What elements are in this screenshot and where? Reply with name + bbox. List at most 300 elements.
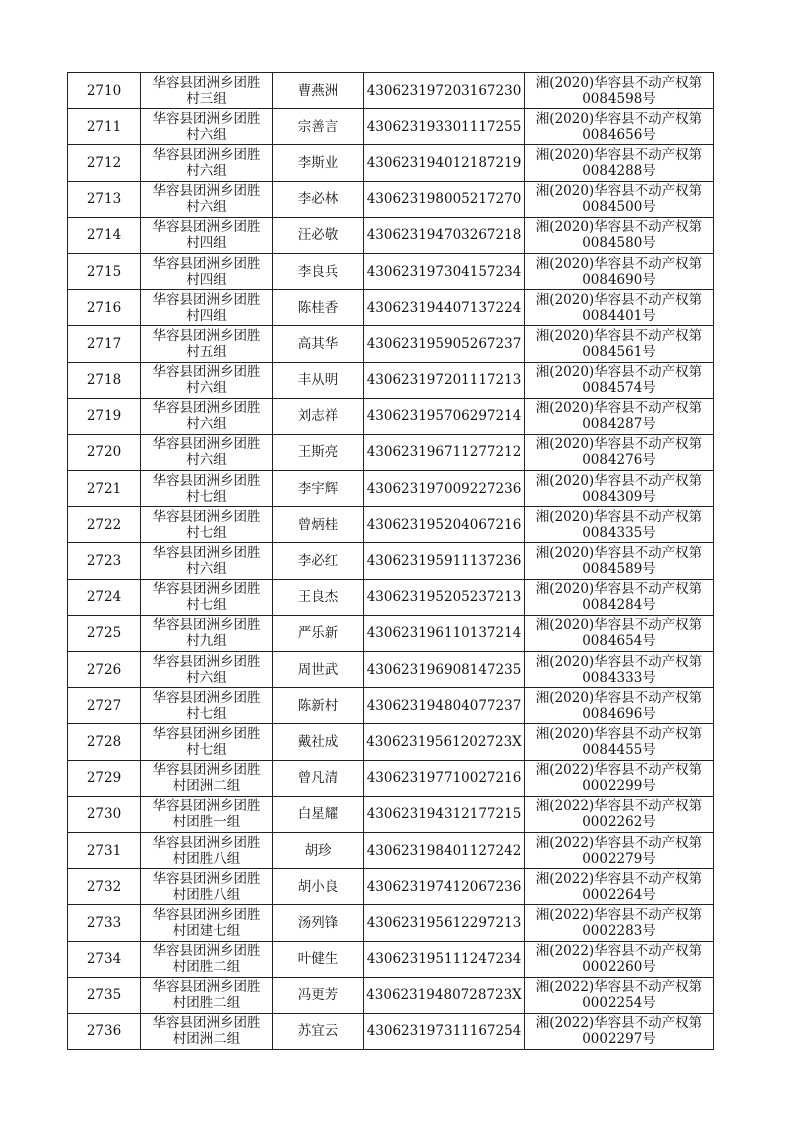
id-number: 430623196110137214: [366, 625, 522, 642]
address-cell: [141, 760, 273, 796]
certificate-cell: [525, 507, 714, 543]
table-row: [68, 579, 714, 615]
id-number-cell: [364, 109, 525, 145]
row-number: 2710: [86, 82, 122, 99]
row-number: 2721: [86, 480, 122, 497]
row-number-cell: [68, 290, 141, 326]
id-number-cell: [364, 760, 525, 796]
row-number: 2712: [86, 154, 122, 171]
address-line-1: 华容县团洲乡团胜: [152, 255, 261, 272]
row-number-cell: [68, 507, 141, 543]
id-number: 430623198401127242: [366, 842, 522, 859]
certificate-line-1: 湘(2020)华容县不动产权第: [535, 617, 703, 634]
owner-name: 冯更芳: [297, 987, 339, 1004]
owner-name-cell: [273, 652, 364, 688]
certificate-cell: [525, 760, 714, 796]
address-cell: [141, 832, 273, 868]
certificate-line-1: 湘(2022)华容县不动产权第: [535, 943, 703, 960]
id-number: 430623194312177215: [366, 806, 522, 823]
address-line-1: 华容县团洲乡团胜: [152, 834, 261, 851]
address-cell: [141, 290, 273, 326]
owner-name: 陈桂香: [297, 299, 339, 316]
certificate-line-1: 湘(2020)华容县不动产权第: [535, 581, 703, 598]
address-line-1: 华容县团洲乡团胜: [152, 943, 261, 960]
row-number-cell: [68, 652, 141, 688]
owner-name: 苏宜云: [297, 1023, 339, 1040]
id-number-cell: [364, 471, 525, 507]
certificate-line-2: 0002262号: [582, 814, 656, 831]
certificate-cell: [525, 579, 714, 615]
owner-name-cell: [273, 398, 364, 434]
id-number: 430623194012187219: [366, 154, 522, 171]
id-number-cell: [364, 398, 525, 434]
id-number: 430623197710027216: [366, 770, 522, 787]
certificate-line-1: 湘(2022)华容县不动产权第: [535, 1015, 703, 1032]
owner-name: 叶健生: [297, 951, 339, 968]
id-number: 430623195111247234: [366, 951, 522, 968]
address-line-1: 华容县团洲乡团胜: [152, 74, 261, 91]
id-number: 430623198005217270: [366, 191, 522, 208]
row-number: 2722: [86, 516, 122, 533]
certificate-line-2: 0002254号: [582, 995, 656, 1012]
address-cell: [141, 253, 273, 289]
address-line-2: 村六组: [186, 452, 227, 469]
address-line-2: 村六组: [186, 380, 227, 397]
row-number: 2731: [86, 842, 122, 859]
row-number: 2727: [86, 697, 122, 714]
owner-name-cell: [273, 1013, 364, 1049]
table-row: [68, 1013, 714, 1049]
address-cell: [141, 579, 273, 615]
row-number-cell: [68, 543, 141, 579]
certificate-line-1: 湘(2022)华容县不动产权第: [535, 762, 703, 779]
address-cell: [141, 724, 273, 760]
row-number: 2724: [86, 589, 122, 606]
id-number-cell: [364, 362, 525, 398]
address-line-1: 华容县团洲乡团胜: [152, 581, 261, 598]
certificate-cell: [525, 724, 714, 760]
address-line-1: 华容县团洲乡团胜: [152, 906, 261, 923]
row-number: 2720: [86, 444, 122, 461]
table-row: [68, 905, 714, 941]
row-number: 2718: [86, 372, 122, 389]
certificate-line-2: 0084589号: [582, 561, 656, 578]
id-number-cell: [364, 507, 525, 543]
owner-name-cell: [273, 941, 364, 977]
row-number-cell: [68, 796, 141, 832]
certificate-cell: [525, 869, 714, 905]
row-number: 2719: [86, 408, 122, 425]
certificate-line-2: 0084401号: [582, 307, 656, 324]
owner-name-cell: [273, 73, 364, 109]
id-number: 430623196711277212: [366, 444, 522, 461]
address-cell: [141, 326, 273, 362]
certificate-line-2: 0002299号: [582, 778, 656, 795]
table-row: [68, 398, 714, 434]
owner-name-cell: [273, 615, 364, 651]
row-number: 2713: [86, 191, 122, 208]
certificate-cell: [525, 652, 714, 688]
id-number-cell: [364, 905, 525, 941]
owner-name: 胡小良: [297, 878, 339, 895]
owner-name-cell: [273, 145, 364, 181]
row-number-cell: [68, 941, 141, 977]
row-number-cell: [68, 688, 141, 724]
address-line-1: 华容县团洲乡团胜: [152, 291, 261, 308]
address-line-1: 华容县团洲乡团胜: [152, 1015, 261, 1032]
id-number: 430623195706297214: [366, 408, 522, 425]
table-row: [68, 543, 714, 579]
registry-table-body: [68, 73, 714, 1050]
table-row: [68, 326, 714, 362]
certificate-line-1: 湘(2022)华容县不动产权第: [535, 834, 703, 851]
id-number: 430623196908147235: [366, 661, 522, 678]
address-cell: [141, 145, 273, 181]
address-line-2: 村四组: [186, 271, 227, 288]
owner-name: 李必红: [297, 553, 339, 570]
certificate-line-2: 0084690号: [582, 271, 656, 288]
id-number-cell: [364, 579, 525, 615]
address-line-2: 村七组: [186, 597, 227, 614]
certificate-cell: [525, 543, 714, 579]
address-line-1: 华容县团洲乡团胜: [152, 725, 261, 742]
certificate-line-2: 0084287号: [582, 416, 656, 433]
owner-name-cell: [273, 724, 364, 760]
row-number: 2715: [86, 263, 122, 280]
certificate-cell: [525, 253, 714, 289]
certificate-line-1: 湘(2020)华容县不动产权第: [535, 545, 703, 562]
address-line-2: 村六组: [186, 199, 227, 216]
certificate-cell: [525, 941, 714, 977]
owner-name: 汤列锋: [297, 914, 339, 931]
owner-name-cell: [273, 471, 364, 507]
id-number: 430623195205237213: [366, 589, 522, 606]
owner-name-cell: [273, 326, 364, 362]
owner-name-cell: [273, 253, 364, 289]
address-line-2: 村团胜二组: [172, 995, 241, 1012]
owner-name: 李良兵: [297, 263, 339, 280]
row-number: 2735: [86, 987, 122, 1004]
certificate-cell: [525, 73, 714, 109]
table-row: [68, 362, 714, 398]
row-number-cell: [68, 145, 141, 181]
address-line-1: 华容县团洲乡团胜: [152, 508, 261, 525]
owner-name: 李斯业: [297, 154, 339, 171]
id-number: 430623193301117255: [366, 118, 522, 135]
owner-name-cell: [273, 507, 364, 543]
id-number-cell: [364, 796, 525, 832]
certificate-cell: [525, 290, 714, 326]
row-number: 2723: [86, 553, 122, 570]
owner-name: 李必林: [297, 191, 339, 208]
certificate-line-2: 0084288号: [582, 162, 656, 179]
address-line-2: 村九组: [186, 633, 227, 650]
table-row: [68, 652, 714, 688]
certificate-cell: [525, 217, 714, 253]
certificate-line-2: 0084335号: [582, 524, 656, 541]
certificate-line-2: 0084654号: [582, 633, 656, 650]
row-number-cell: [68, 217, 141, 253]
owner-name-cell: [273, 362, 364, 398]
table-row: [68, 615, 714, 651]
row-number-cell: [68, 905, 141, 941]
certificate-line-1: 湘(2020)华容县不动产权第: [535, 183, 703, 200]
address-line-1: 华容县团洲乡团胜: [152, 400, 261, 417]
certificate-line-1: 湘(2020)华容县不动产权第: [535, 436, 703, 453]
certificate-line-2: 0084284号: [582, 597, 656, 614]
table-row: [68, 977, 714, 1013]
id-number-cell: [364, 145, 525, 181]
address-line-2: 村六组: [186, 162, 227, 179]
certificate-cell: [525, 181, 714, 217]
certificate-line-2: 0084333号: [582, 669, 656, 686]
row-number-cell: [68, 326, 141, 362]
id-number-cell: [364, 1013, 525, 1049]
address-line-2: 村七组: [186, 524, 227, 541]
row-number: 2730: [86, 806, 122, 823]
owner-name: 丰从明: [297, 372, 339, 389]
certificate-cell: [525, 362, 714, 398]
id-number: 430623194804077237: [366, 697, 522, 714]
owner-name: 曾炳桂: [297, 516, 339, 533]
owner-name-cell: [273, 905, 364, 941]
certificate-line-1: 湘(2022)华容县不动产权第: [535, 870, 703, 887]
owner-name: 曾凡清: [297, 770, 339, 787]
certificate-cell: [525, 688, 714, 724]
id-number-cell: [364, 73, 525, 109]
address-line-2: 村团洲二组: [172, 778, 241, 795]
id-number-cell: [364, 253, 525, 289]
address-cell: [141, 941, 273, 977]
certificate-line-1: 湘(2022)华容县不动产权第: [535, 979, 703, 996]
certificate-cell: [525, 398, 714, 434]
table-row: [68, 73, 714, 109]
address-cell: [141, 796, 273, 832]
owner-name: 曹燕洲: [297, 82, 339, 99]
certificate-cell: [525, 796, 714, 832]
id-number-cell: [364, 724, 525, 760]
row-number: 2729: [86, 770, 122, 787]
address-line-2: 村团胜二组: [172, 959, 241, 976]
address-cell: [141, 362, 273, 398]
id-number-cell: [364, 977, 525, 1013]
row-number-cell: [68, 832, 141, 868]
certificate-cell: [525, 326, 714, 362]
address-line-1: 华容县团洲乡团胜: [152, 979, 261, 996]
certificate-line-1: 湘(2020)华容县不动产权第: [535, 255, 703, 272]
certificate-line-2: 0084580号: [582, 235, 656, 252]
table-row: [68, 181, 714, 217]
certificate-line-2: 0002279号: [582, 850, 656, 867]
id-number-cell: [364, 543, 525, 579]
certificate-line-2: 0084656号: [582, 126, 656, 143]
row-number-cell: [68, 253, 141, 289]
row-number-cell: [68, 615, 141, 651]
table-row: [68, 760, 714, 796]
address-line-1: 华容县团洲乡团胜: [152, 183, 261, 200]
owner-name-cell: [273, 977, 364, 1013]
owner-name: 刘志祥: [297, 408, 339, 425]
id-number-cell: [364, 941, 525, 977]
owner-name-cell: [273, 290, 364, 326]
address-line-1: 华容县团洲乡团胜: [152, 653, 261, 670]
address-line-1: 华容县团洲乡团胜: [152, 545, 261, 562]
certificate-cell: [525, 905, 714, 941]
address-line-1: 华容县团洲乡团胜: [152, 146, 261, 163]
table-row: [68, 869, 714, 905]
id-number-cell: [364, 217, 525, 253]
owner-name: 宗善言: [297, 118, 339, 135]
certificate-line-1: 湘(2020)华容县不动产权第: [535, 291, 703, 308]
id-number-cell: [364, 615, 525, 651]
id-number: 430623197203167230: [366, 82, 522, 99]
address-cell: [141, 1013, 273, 1049]
row-number-cell: [68, 579, 141, 615]
address-cell: [141, 434, 273, 470]
address-line-2: 村团胜一组: [172, 814, 241, 831]
certificate-line-2: 0084455号: [582, 741, 656, 758]
id-number: 43062319480728723X: [366, 987, 522, 1004]
row-number-cell: [68, 760, 141, 796]
row-number: 2736: [86, 1023, 122, 1040]
address-line-2: 村团建七组: [172, 922, 241, 939]
id-number: 430623197201117213: [366, 372, 522, 389]
certificate-cell: [525, 145, 714, 181]
address-cell: [141, 181, 273, 217]
owner-name-cell: [273, 434, 364, 470]
certificate-line-1: 湘(2022)华容县不动产权第: [535, 906, 703, 923]
row-number: 2714: [86, 227, 122, 244]
address-cell: [141, 688, 273, 724]
address-line-2: 村三组: [186, 90, 227, 107]
certificate-cell: [525, 977, 714, 1013]
id-number-cell: [364, 181, 525, 217]
certificate-cell: [525, 1013, 714, 1049]
certificate-line-2: 0084276号: [582, 452, 656, 469]
row-number-cell: [68, 724, 141, 760]
certificate-line-1: 湘(2020)华容县不动产权第: [535, 146, 703, 163]
certificate-line-2: 0002260号: [582, 959, 656, 976]
row-number-cell: [68, 109, 141, 145]
id-number-cell: [364, 832, 525, 868]
row-number: 2726: [86, 661, 122, 678]
owner-name: 周世武: [297, 661, 339, 678]
id-number-cell: [364, 290, 525, 326]
row-number-cell: [68, 977, 141, 1013]
certificate-line-1: 湘(2020)华容县不动产权第: [535, 327, 703, 344]
certificate-line-2: 0084561号: [582, 343, 656, 360]
address-line-2: 村团胜八组: [172, 850, 241, 867]
address-line-2: 村四组: [186, 235, 227, 252]
registry-table: [67, 72, 714, 1050]
id-number: 430623195905267237: [366, 335, 522, 352]
table-row: [68, 434, 714, 470]
owner-name-cell: [273, 688, 364, 724]
id-number: 430623194703267218: [366, 227, 522, 244]
owner-name-cell: [273, 796, 364, 832]
table-row: [68, 796, 714, 832]
address-line-2: 村团胜八组: [172, 886, 241, 903]
owner-name-cell: [273, 543, 364, 579]
owner-name-cell: [273, 869, 364, 905]
address-line-2: 村六组: [186, 416, 227, 433]
id-number: 43062319561202723X: [366, 733, 522, 750]
certificate-line-1: 湘(2020)华容县不动产权第: [535, 364, 703, 381]
row-number: 2716: [86, 299, 122, 316]
certificate-line-2: 0084696号: [582, 705, 656, 722]
address-cell: [141, 615, 273, 651]
address-line-2: 村七组: [186, 741, 227, 758]
row-number-cell: [68, 434, 141, 470]
address-cell: [141, 507, 273, 543]
address-line-2: 村五组: [186, 343, 227, 360]
table-row: [68, 217, 714, 253]
address-line-1: 华容县团洲乡团胜: [152, 762, 261, 779]
table-row: [68, 471, 714, 507]
row-number-cell: [68, 869, 141, 905]
owner-name-cell: [273, 217, 364, 253]
address-cell: [141, 109, 273, 145]
owner-name-cell: [273, 181, 364, 217]
id-number-cell: [364, 869, 525, 905]
id-number: 430623195204067216: [366, 516, 522, 533]
address-line-1: 华容县团洲乡团胜: [152, 472, 261, 489]
certificate-line-1: 湘(2020)华容县不动产权第: [535, 219, 703, 236]
table-row: [68, 688, 714, 724]
id-number-cell: [364, 434, 525, 470]
address-line-2: 村七组: [186, 705, 227, 722]
certificate-line-1: 湘(2020)华容县不动产权第: [535, 472, 703, 489]
address-cell: [141, 652, 273, 688]
address-line-1: 华容县团洲乡团胜: [152, 870, 261, 887]
certificate-line-1: 湘(2020)华容县不动产权第: [535, 400, 703, 417]
owner-name: 高其华: [297, 335, 339, 352]
row-number-cell: [68, 398, 141, 434]
certificate-line-2: 0002264号: [582, 886, 656, 903]
address-line-1: 华容县团洲乡团胜: [152, 110, 261, 127]
id-number: 430623197304157234: [366, 263, 522, 280]
id-number: 430623197009227236: [366, 480, 522, 497]
owner-name: 白星耀: [297, 806, 339, 823]
certificate-line-2: 0002297号: [582, 1031, 656, 1048]
certificate-line-2: 0084500号: [582, 199, 656, 216]
owner-name: 王良杰: [297, 589, 339, 606]
owner-name-cell: [273, 109, 364, 145]
owner-name-cell: [273, 579, 364, 615]
owner-name: 陈新村: [297, 697, 339, 714]
certificate-cell: [525, 109, 714, 145]
row-number-cell: [68, 181, 141, 217]
owner-name: 戴社成: [297, 733, 339, 750]
address-line-1: 华容县团洲乡团胜: [152, 689, 261, 706]
row-number: 2732: [86, 878, 122, 895]
id-number-cell: [364, 688, 525, 724]
address-cell: [141, 869, 273, 905]
address-line-1: 华容县团洲乡团胜: [152, 364, 261, 381]
owner-name-cell: [273, 760, 364, 796]
id-number: 430623197412067236: [366, 878, 522, 895]
id-number-cell: [364, 326, 525, 362]
certificate-line-2: 0084309号: [582, 488, 656, 505]
property-registry-sheet: [67, 72, 714, 1050]
row-number-cell: [68, 471, 141, 507]
id-number: 430623195911137236: [366, 553, 522, 570]
row-number-cell: [68, 73, 141, 109]
row-number: 2725: [86, 625, 122, 642]
certificate-cell: [525, 434, 714, 470]
address-line-1: 华容县团洲乡团胜: [152, 798, 261, 815]
owner-name: 汪必敬: [297, 227, 339, 244]
